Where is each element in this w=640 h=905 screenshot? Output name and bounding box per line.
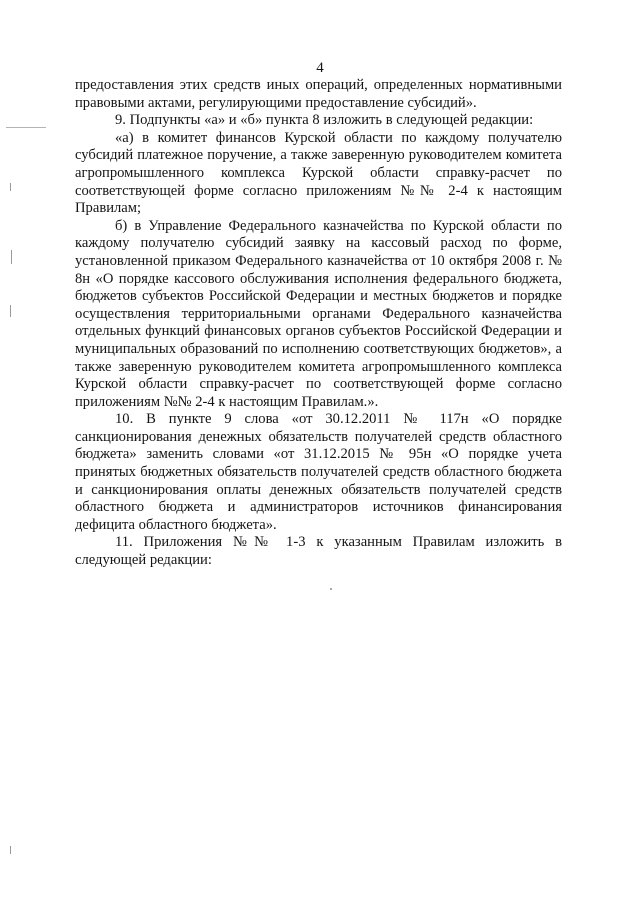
scan-artifact [10,183,11,191]
scan-artifact [10,305,11,317]
scan-artifact [10,846,11,854]
page-number: 4 [316,60,324,76]
scan-artifact [6,127,46,128]
paragraph-subitem-a: «а) в комитет финансов Курской области по каждому получателю субсидий платежное поручение, а также заверенную руководителем комитета агропромышленного комплекса Курской области справку-расчет по соответствующей форме согласно приложениям №№ 2-4 к настоящим Правилам; [75,129,562,217]
scan-artifact [330,588,332,590]
paragraph-item-11: 11. Приложения №№ 1-3 к указанным Правилам изложить в следующей редакции: [75,534,562,569]
scan-artifact [11,250,12,264]
document-body [75,77,562,570]
paragraph-subitem-b: б) в Управление Федерального казначейства по Курской области по каждому получателю субсидий заявку на кассовый расход по форме, установленной приказом Федерального казначейства от 10 октября 2008 г. № 8н «О порядке кассового обслуживания исполнения федерального бюджета, бюджетов субъектов Российской Федерации и местных бюджетов и порядке осуществления территориальными органами Федерального казначейства отдельных функций финансовых органов субъектов Российской Федерации и муниципальных образований по исполнению соответствующих бюджетов», а также заверенную руководителем комитета агропромышленного комплекса Курской области справку-расчет по соответствующей форме согласно приложениям №№ 2-4 к настоящим Правилам.». [75,217,562,410]
paragraph-item-10: 10. В пункте 9 слова «от 30.12.2011 № 117н «О порядке санкционирования денежных обязательств получателей средств областного бюджета» заменить словами «от 31.12.2015 № 95н «О порядке учета принятых бюджетных обязательств получателей средств областного бюджета и санкционирования оплаты денежных обязательств получателей средств областного бюджета и администраторов источников финансирования дефицита областного бюджета». [75,411,562,533]
paragraph-continuation: предоставления этих средств иных операций, определенных нормативными правовыми актами, регулирующими предоставление субсидий». [75,77,562,111]
paragraph-item-9: 9. Подпункты «а» и «б» пункта 8 изложить в следующей редакции: [115,112,534,129]
